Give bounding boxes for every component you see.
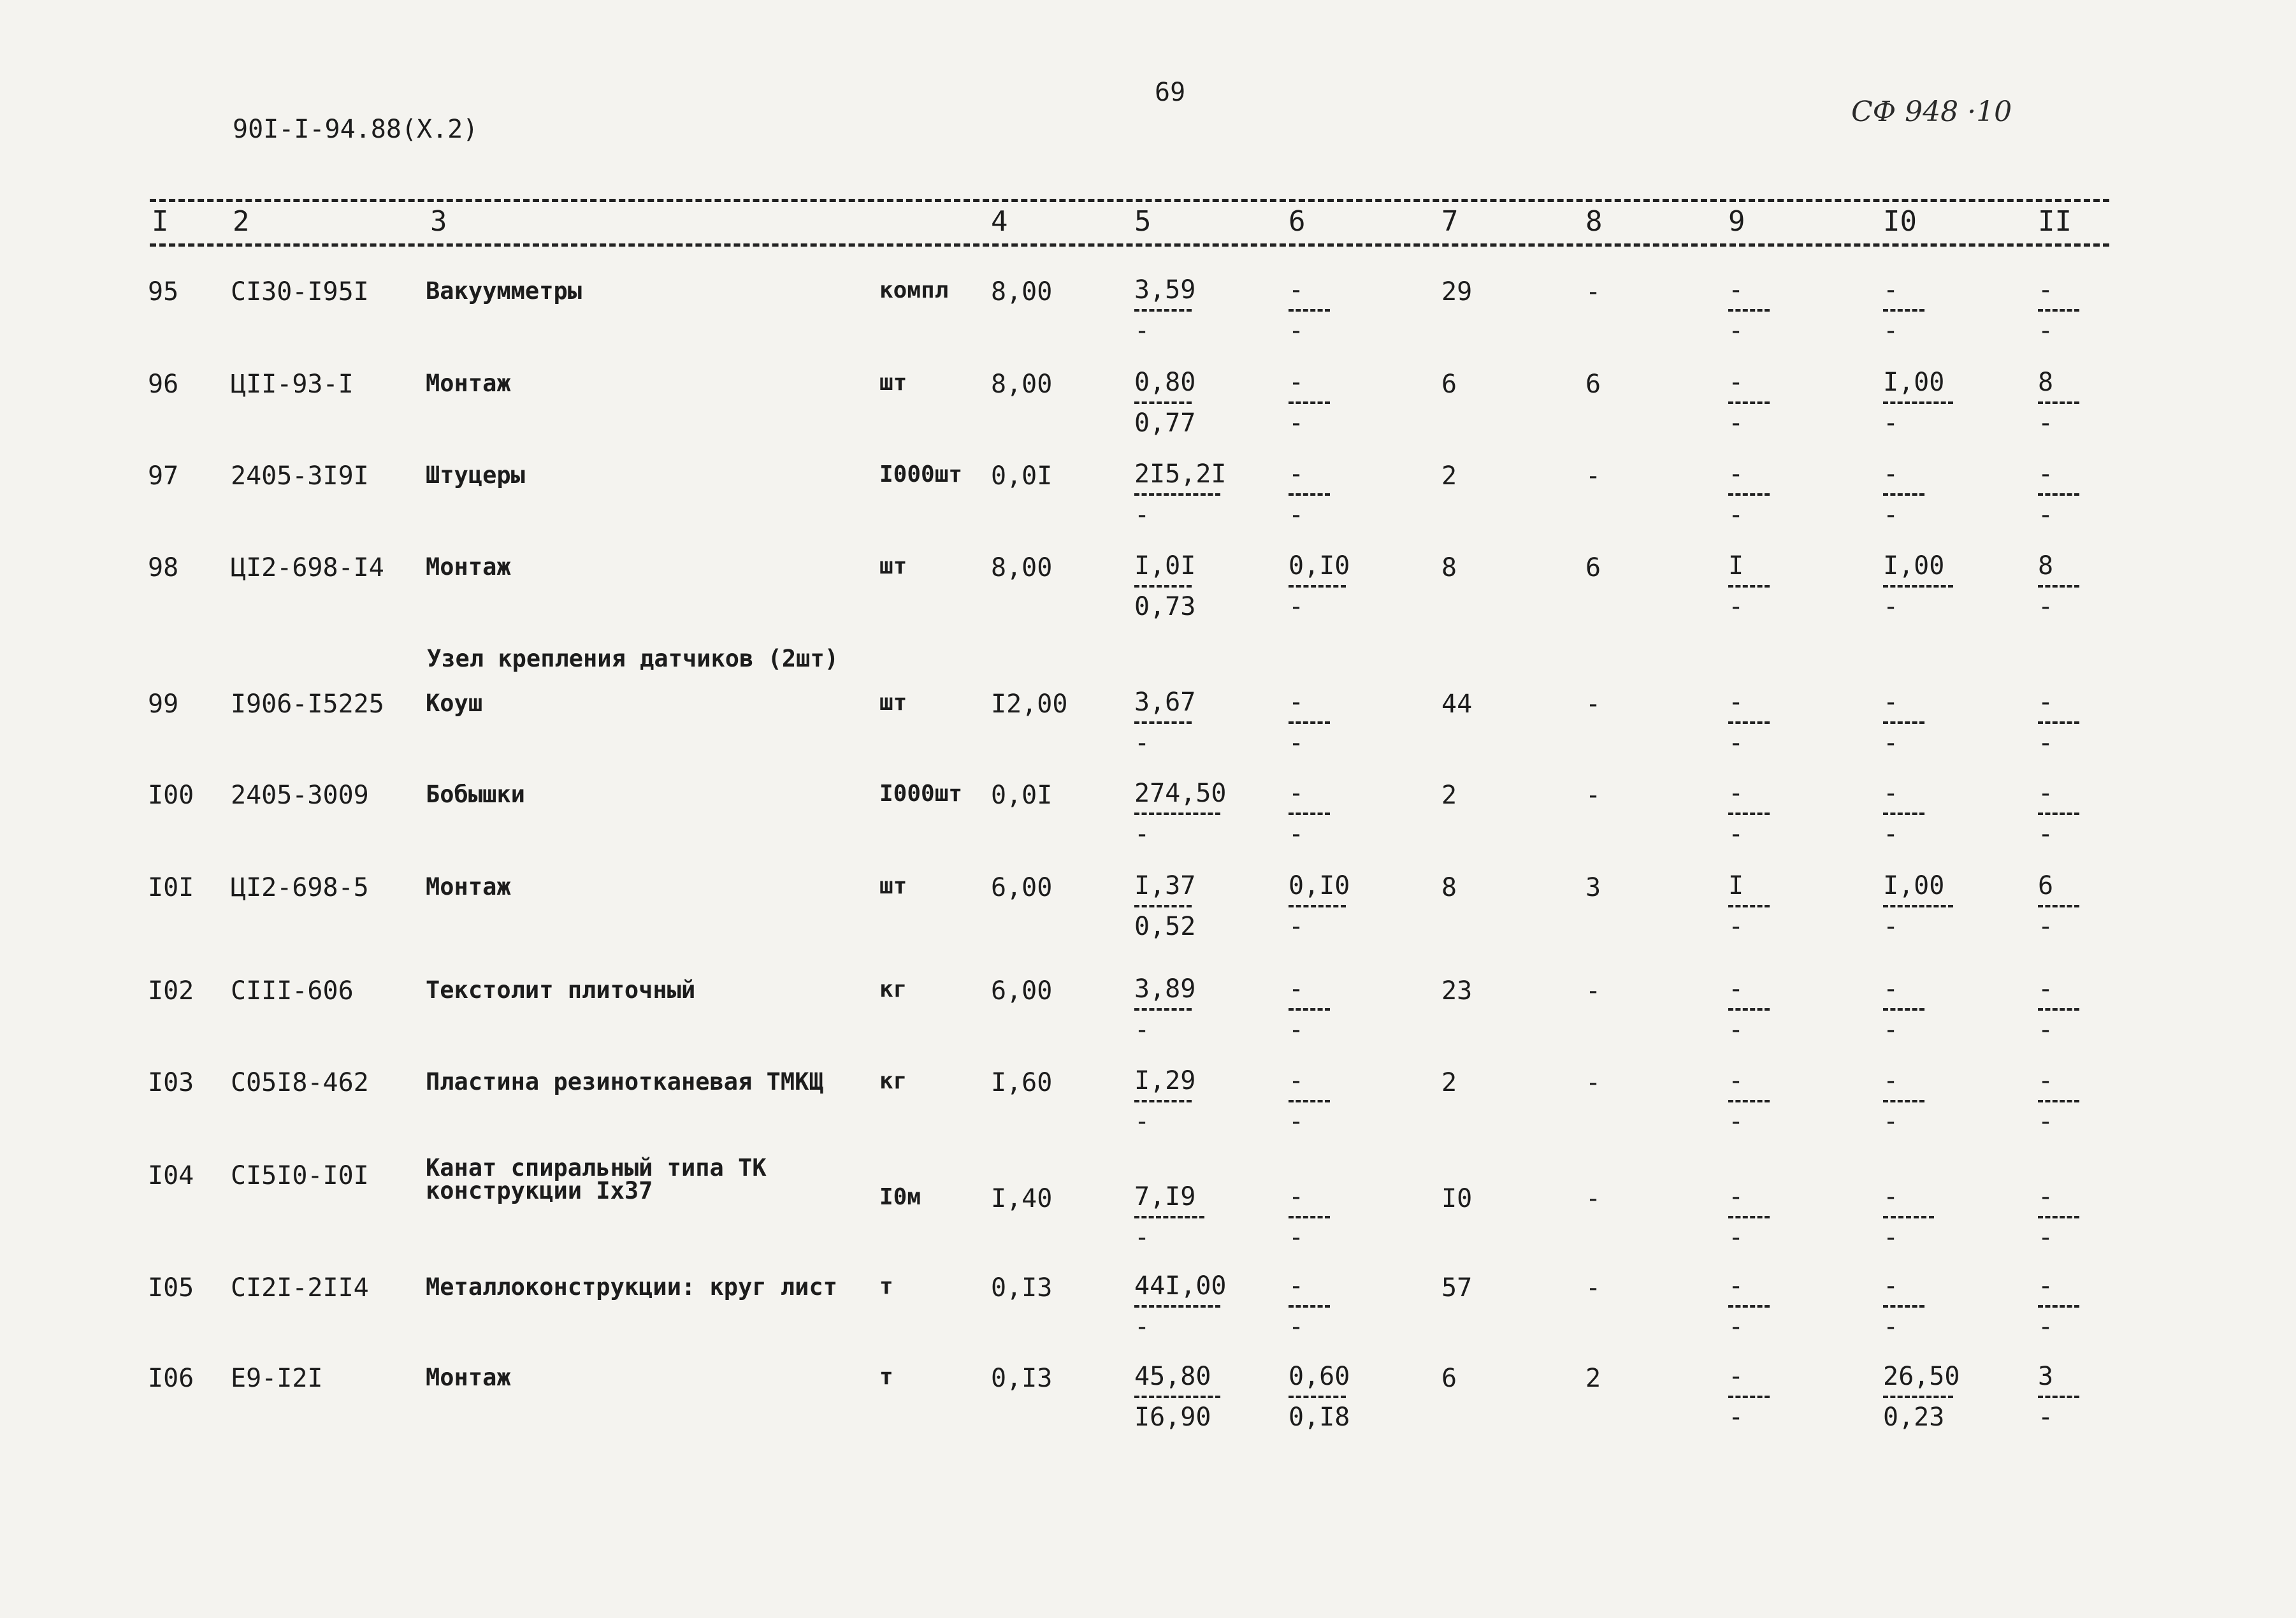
row-number: I0I (148, 873, 194, 902)
handwritten-note: СФ 948 ·10 (1851, 96, 2012, 128)
col10-value (1883, 976, 1924, 1043)
col10-value-bottom: - (1883, 401, 1953, 436)
col7-value: I0 (1441, 1184, 1473, 1213)
col9-value-top: - (1728, 459, 1744, 489)
col6-value-top: 0,I0 (1289, 871, 1350, 900)
col11-value-top: - (2038, 1066, 2054, 1095)
col8-value: - (1585, 277, 1601, 307)
col11-value (2038, 277, 2079, 343)
col9-value-bottom: - (1728, 1008, 1770, 1043)
col5-value (1134, 1273, 1227, 1340)
unit: т (879, 1273, 893, 1299)
col9-value-bottom: - (1728, 813, 1770, 847)
col11-value-top: 8 (2038, 551, 2054, 581)
subheading: Узел крепления датчиков (2шт) (427, 645, 839, 672)
col6-value-bottom: - (1289, 1305, 1330, 1340)
column-header-8: 8 (1585, 205, 1603, 238)
col11-value-bottom: - (2038, 493, 2079, 528)
column-header-10: I0 (1883, 205, 1917, 238)
col5-value-bottom: 0,73 (1134, 585, 1192, 619)
row-number: I00 (148, 781, 194, 810)
col10-value (1883, 1364, 1960, 1430)
col6-value-top: - (1289, 974, 1304, 1004)
col7-value: 2 (1441, 461, 1457, 491)
col9-value-bottom: - (1728, 1100, 1770, 1134)
col11-value-bottom: - (2038, 1396, 2079, 1430)
col5-value (1134, 1068, 1195, 1134)
quantity: 0,0I (991, 781, 1053, 810)
col11-value-bottom: - (2038, 813, 2079, 847)
quantity: 0,I3 (991, 1364, 1053, 1393)
col9-value-top: - (1728, 1182, 1744, 1211)
col10-value (1883, 781, 1924, 847)
col5-value-top: I,29 (1134, 1066, 1196, 1095)
col5-value-top: 3,59 (1134, 275, 1196, 305)
col10-value-top: I,00 (1883, 551, 1945, 581)
col9-value-bottom: - (1728, 585, 1770, 619)
col5-value-top: 3,89 (1134, 974, 1196, 1004)
col5-value-bottom: - (1134, 493, 1220, 528)
col6-value-bottom: - (1289, 401, 1330, 436)
col11-value-bottom: - (2038, 1305, 2079, 1340)
col6-value-bottom: - (1289, 1216, 1330, 1250)
col5-value-top: 3,67 (1134, 688, 1196, 717)
col11-value (2038, 553, 2079, 619)
rate-code: 2405-3I9I (231, 461, 369, 491)
col8-value: 2 (1585, 1364, 1601, 1393)
col9-value (1728, 1184, 1770, 1250)
col5-value (1134, 553, 1195, 619)
col6-value-bottom: - (1289, 813, 1330, 847)
col10-value (1883, 873, 1953, 939)
col9-value (1728, 1068, 1770, 1134)
col9-value-bottom: - (1728, 1305, 1770, 1340)
column-header-9: 9 (1728, 205, 1745, 238)
col7-value: 29 (1441, 277, 1473, 307)
row-number: I03 (148, 1068, 194, 1097)
quantity: I,60 (991, 1068, 1053, 1097)
col10-value-bottom: - (1883, 1008, 1924, 1043)
col11-value (2038, 690, 2079, 756)
page-number: 69 (1155, 78, 1186, 107)
col11-value-top: 3 (2038, 1362, 2054, 1391)
row-number: 98 (148, 553, 179, 582)
item-name: Металлоконструкции: круг лист (426, 1273, 838, 1301)
item-name: Бобышки (426, 781, 525, 808)
col6-value (1289, 690, 1330, 756)
document-code: 90I-I-94.88(X.2) (233, 115, 479, 144)
col11-value (2038, 1273, 2079, 1340)
col6-value-top: - (1289, 1271, 1304, 1301)
col10-value-top: - (1883, 974, 1899, 1004)
col5-value-top: 7,I9 (1134, 1182, 1196, 1211)
col6-value (1289, 370, 1330, 436)
col8-value: - (1585, 461, 1601, 491)
column-header-7: 7 (1441, 205, 1459, 238)
col11-value (2038, 1068, 2079, 1134)
item-name: Пластина резинотканевая ТМКЩ (426, 1068, 823, 1095)
col11-value-top: - (2038, 779, 2054, 808)
item-name-continued: конструкции Iх37 (426, 1177, 653, 1204)
col10-value-top: - (1883, 1271, 1899, 1301)
col11-value-bottom: - (2038, 1216, 2079, 1250)
rate-code: ЦI2-698-5 (231, 873, 369, 902)
col9-value (1728, 873, 1770, 939)
col6-value-bottom: - (1289, 585, 1346, 619)
col9-value-top: - (1728, 688, 1744, 717)
col6-value (1289, 1364, 1350, 1430)
col10-value-top: - (1883, 459, 1899, 489)
col9-value-top: - (1728, 1271, 1744, 1301)
col9-value (1728, 277, 1770, 343)
rate-code: ЦII-93-I (231, 370, 354, 399)
col10-value (1883, 1184, 1934, 1250)
col6-value-top: - (1289, 368, 1304, 397)
col8-value: 6 (1585, 553, 1601, 582)
row-number: 97 (148, 461, 179, 491)
row-number: I06 (148, 1364, 194, 1393)
col10-value-bottom: - (1883, 721, 1924, 756)
row-number: I05 (148, 1273, 194, 1303)
col5-value-bottom: I6,90 (1134, 1396, 1220, 1430)
col9-value (1728, 1273, 1770, 1340)
item-name: Монтаж (426, 553, 511, 581)
col10-value-top: - (1883, 688, 1899, 717)
col11-value-bottom: - (2038, 309, 2079, 343)
rate-code: I906-I5225 (231, 690, 384, 719)
col5-value-bottom: - (1134, 1100, 1192, 1134)
rate-code: ЦI2-698-I4 (231, 553, 384, 582)
row-number: I04 (148, 1161, 194, 1190)
unit: I000шт (879, 461, 963, 488)
col11-value-bottom: - (2038, 721, 2079, 756)
col10-value-bottom: - (1883, 813, 1924, 847)
col11-value-top: - (2038, 974, 2054, 1004)
col11-value-top: 8 (2038, 368, 2054, 397)
item-name: Вакуумметры (426, 277, 582, 305)
column-header-6: 6 (1289, 205, 1306, 238)
col6-value-top: - (1289, 688, 1304, 717)
column-header-4: 4 (991, 205, 1008, 238)
col6-value-top: - (1289, 1182, 1304, 1211)
rate-code: C05I8-462 (231, 1068, 369, 1097)
col11-value (2038, 1184, 2079, 1250)
col9-value-bottom: - (1728, 905, 1770, 939)
col5-value-bottom: - (1134, 1216, 1204, 1250)
col10-value (1883, 690, 1924, 756)
col5-value-top: 44I,00 (1134, 1271, 1227, 1301)
col6-value (1289, 976, 1330, 1043)
col6-value (1289, 1184, 1330, 1250)
col5-value (1134, 1364, 1220, 1430)
unit: I0м (879, 1184, 921, 1210)
item-name: Текстолит плиточный (426, 976, 696, 1004)
column-header-3: 3 (430, 205, 447, 238)
col9-value-top: - (1728, 974, 1744, 1004)
item-name: Монтаж (426, 873, 511, 900)
col7-value: 2 (1441, 781, 1457, 810)
col9-value-bottom: - (1728, 1216, 1770, 1250)
unit: шт (879, 370, 907, 396)
quantity: 8,00 (991, 553, 1053, 582)
row-number: I02 (148, 976, 194, 1006)
col11-value (2038, 1364, 2079, 1430)
col5-value-bottom: - (1134, 813, 1220, 847)
col10-value-top: - (1883, 1066, 1899, 1095)
col11-value-bottom: - (2038, 1100, 2079, 1134)
col5-value-bottom: - (1134, 721, 1192, 756)
quantity: I2,00 (991, 690, 1068, 719)
col7-value: 8 (1441, 873, 1457, 902)
quantity: 8,00 (991, 370, 1053, 399)
col10-value-bottom: 0,23 (1883, 1396, 1953, 1430)
col5-value (1134, 461, 1227, 528)
col9-value (1728, 690, 1770, 756)
col6-value-bottom: 0,I8 (1289, 1396, 1346, 1430)
col10-value-bottom: - (1883, 493, 1924, 528)
quantity: I,40 (991, 1184, 1053, 1213)
col11-value (2038, 873, 2079, 939)
col9-value (1728, 976, 1770, 1043)
col6-value-top: - (1289, 459, 1304, 489)
unit: I000шт (879, 781, 963, 807)
col5-value-bottom: - (1134, 1008, 1192, 1043)
item-name: Канат спиральный типа ТК (426, 1154, 767, 1181)
col10-value-bottom: - (1883, 1216, 1934, 1250)
col6-value-top: - (1289, 275, 1304, 305)
col8-value: - (1585, 1273, 1601, 1303)
item-name: Штуцеры (426, 461, 525, 489)
col9-value (1728, 461, 1770, 528)
col9-value-top: - (1728, 1066, 1744, 1095)
col8-value: - (1585, 976, 1601, 1006)
col10-value-bottom: - (1883, 905, 1953, 939)
col9-value-bottom: - (1728, 1396, 1770, 1430)
col8-value: - (1585, 1184, 1601, 1213)
col10-value (1883, 1068, 1924, 1134)
col11-value-top: - (2038, 1182, 2054, 1211)
rate-code: CI5I0-I0I (231, 1161, 369, 1190)
col9-value-top: - (1728, 779, 1744, 808)
col11-value-top: - (2038, 1271, 2054, 1301)
col6-value-top: 0,I0 (1289, 551, 1350, 581)
col6-value-bottom: - (1289, 721, 1330, 756)
rate-code: E9-I2I (231, 1364, 323, 1393)
col11-value-top: 6 (2038, 871, 2054, 900)
item-name: Монтаж (426, 370, 511, 397)
col10-value-bottom: - (1883, 1305, 1924, 1340)
col9-value-bottom: - (1728, 401, 1770, 436)
row-number: 99 (148, 690, 179, 719)
col6-value (1289, 1068, 1330, 1134)
unit: т (879, 1364, 893, 1390)
col8-value: 3 (1585, 873, 1601, 902)
col9-value-top: - (1728, 275, 1744, 305)
col8-value: 6 (1585, 370, 1601, 399)
col10-value-bottom: - (1883, 1100, 1924, 1134)
item-name: Монтаж (426, 1364, 511, 1391)
col9-value-top: - (1728, 368, 1744, 397)
col5-value (1134, 781, 1227, 847)
col5-value (1134, 277, 1195, 343)
col9-value-top: I (1728, 551, 1744, 581)
col10-value-top: - (1883, 779, 1899, 808)
column-header-2: 2 (233, 205, 250, 238)
col11-value-top: - (2038, 275, 2054, 305)
col9-value (1728, 781, 1770, 847)
col9-value-top: I (1728, 871, 1744, 900)
col10-value (1883, 277, 1924, 343)
col5-value-bottom: 0,77 (1134, 401, 1192, 436)
col10-value (1883, 461, 1924, 528)
col6-value (1289, 277, 1330, 343)
col11-value (2038, 461, 2079, 528)
unit: шт (879, 553, 907, 579)
unit: шт (879, 690, 907, 716)
col7-value: 2 (1441, 1068, 1457, 1097)
col6-value-bottom: - (1289, 309, 1330, 343)
header-top-rule (150, 199, 2109, 202)
rate-code: 2405-3009 (231, 781, 369, 810)
col5-value-bottom: - (1134, 1305, 1220, 1340)
row-number: 95 (148, 277, 179, 307)
col6-value-top: - (1289, 779, 1304, 808)
col10-value-top: I,00 (1883, 368, 1945, 397)
col6-value (1289, 781, 1330, 847)
col7-value: 8 (1441, 553, 1457, 582)
col10-value-top: - (1883, 275, 1899, 305)
quantity: 6,00 (991, 976, 1053, 1006)
unit: шт (879, 873, 907, 899)
column-header-1: I (152, 205, 169, 238)
col9-value-bottom: - (1728, 493, 1770, 528)
header-bottom-rule (150, 243, 2109, 247)
col11-value-top: - (2038, 688, 2054, 717)
unit: компл (879, 277, 949, 303)
unit: кг (879, 976, 907, 1002)
col10-value (1883, 553, 1953, 619)
col6-value (1289, 553, 1350, 619)
col5-value (1134, 690, 1195, 756)
col5-value-bottom: 0,52 (1134, 905, 1192, 939)
col6-value (1289, 1273, 1330, 1340)
col6-value-top: 0,60 (1289, 1362, 1350, 1391)
quantity: 0,0I (991, 461, 1053, 491)
col10-value-top: 26,50 (1883, 1362, 1960, 1391)
col8-value: - (1585, 781, 1601, 810)
col9-value (1728, 370, 1770, 436)
col6-value-bottom: - (1289, 905, 1346, 939)
quantity: 8,00 (991, 277, 1053, 307)
col5-value (1134, 873, 1195, 939)
column-header-5: 5 (1134, 205, 1152, 238)
quantity: 0,I3 (991, 1273, 1053, 1303)
col7-value: 6 (1441, 370, 1457, 399)
col6-value-bottom: - (1289, 493, 1330, 528)
col10-value-top: - (1883, 1182, 1899, 1211)
col5-value-top: 2I5,2I (1134, 459, 1227, 489)
col11-value (2038, 370, 2079, 436)
unit: кг (879, 1068, 907, 1094)
col10-value-bottom: - (1883, 585, 1953, 619)
col5-value-top: 0,80 (1134, 368, 1196, 397)
col6-value-top: - (1289, 1066, 1304, 1095)
col5-value-top: I,37 (1134, 871, 1196, 900)
col10-value (1883, 1273, 1924, 1340)
col10-value-bottom: - (1883, 309, 1924, 343)
col11-value (2038, 976, 2079, 1043)
rate-code: CI30-I95I (231, 277, 369, 307)
col9-value-bottom: - (1728, 309, 1770, 343)
col9-value-top: - (1728, 1362, 1744, 1391)
col6-value (1289, 461, 1330, 528)
item-name: Коуш (426, 690, 483, 717)
col5-value (1134, 370, 1195, 436)
col5-value (1134, 976, 1195, 1043)
col8-value: - (1585, 690, 1601, 719)
rate-code: CIII-606 (231, 976, 354, 1006)
col11-value-top: - (2038, 459, 2054, 489)
row-number: 96 (148, 370, 179, 399)
col10-value-top: I,00 (1883, 871, 1945, 900)
col11-value (2038, 781, 2079, 847)
col10-value (1883, 370, 1953, 436)
col11-value-bottom: - (2038, 905, 2079, 939)
col5-value-top: 45,80 (1134, 1362, 1211, 1391)
col9-value (1728, 553, 1770, 619)
col5-value (1134, 1184, 1204, 1250)
quantity: 6,00 (991, 873, 1053, 902)
col6-value-bottom: - (1289, 1008, 1330, 1043)
col5-value-top: 274,50 (1134, 779, 1227, 808)
col7-value: 6 (1441, 1364, 1457, 1393)
col7-value: 57 (1441, 1273, 1473, 1303)
col5-value-top: I,0I (1134, 551, 1196, 581)
column-header-11: II (2038, 205, 2072, 238)
rate-code: CI2I-2II4 (231, 1273, 369, 1303)
col11-value-bottom: - (2038, 585, 2079, 619)
col11-value-bottom: - (2038, 1008, 2079, 1043)
col5-value-bottom: - (1134, 309, 1192, 343)
col7-value: 44 (1441, 690, 1473, 719)
col6-value (1289, 873, 1350, 939)
col9-value-bottom: - (1728, 721, 1770, 756)
col9-value (1728, 1364, 1770, 1430)
col8-value: - (1585, 1068, 1601, 1097)
col6-value-bottom: - (1289, 1100, 1330, 1134)
col7-value: 23 (1441, 976, 1473, 1006)
col11-value-bottom: - (2038, 401, 2079, 436)
